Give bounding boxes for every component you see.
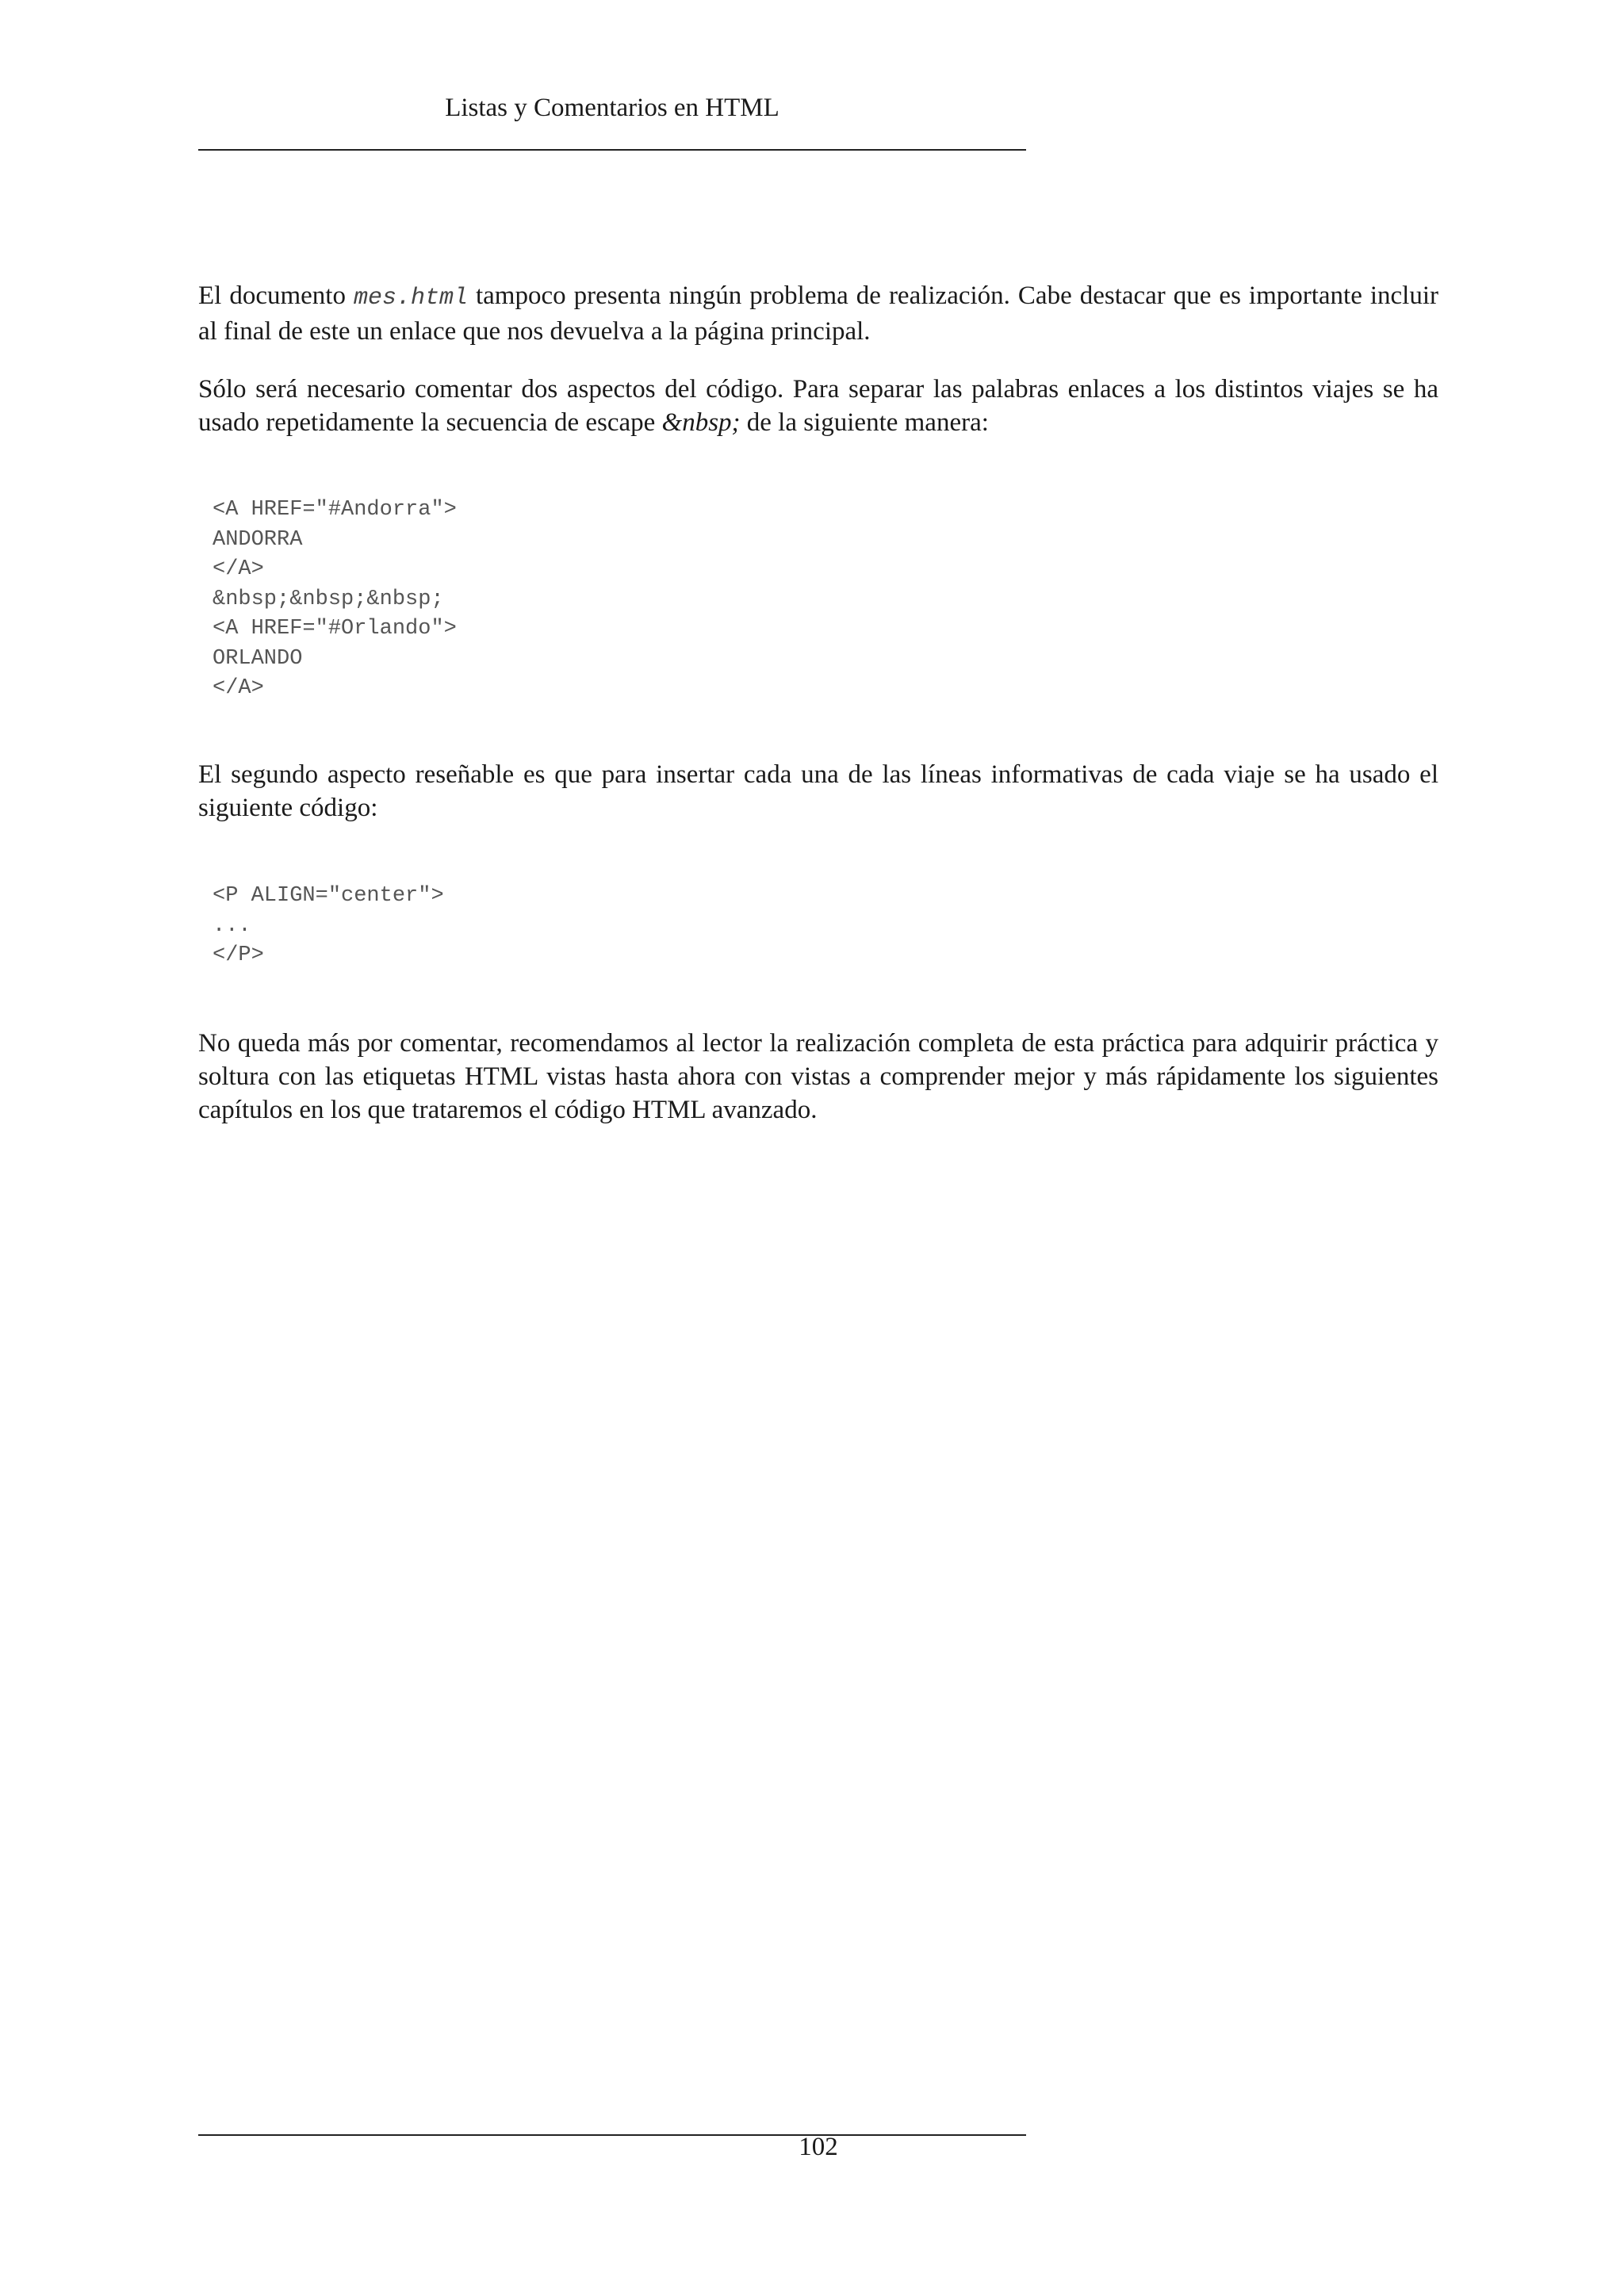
paragraph-mes-html [198, 279, 1438, 348]
paragraph-second-aspect: El segundo aspecto reseñable es que para insertar cada una de las líneas informativas de cada viaje se ha usado el siguiente código: [198, 760, 1438, 822]
page-number: 102 [799, 2133, 838, 2161]
paragraph-text: El documento [198, 281, 354, 310]
paragraph-escape-sequence [198, 373, 1438, 439]
italic-entity: &nbsp; [661, 408, 741, 437]
header-rule [198, 149, 1026, 151]
code-block-anchors: <A HREF="#Andorra"> ANDORRA </A> &nbsp;&nbsp;&nbsp; <A HREF="#Orlando"> ORLANDO </A> [213, 498, 457, 700]
inline-code-filename: mes.html [353, 285, 468, 312]
paragraph-text: de la siguiente manera: [740, 408, 989, 437]
paragraph-text: Sólo será necesario comentar dos aspectos del código. Para separar las palabras enlaces a los distintos viajes se ha usado repetidamente la secuencia de escape [198, 375, 1438, 437]
code-block-paragraph: <P ALIGN="center"> ... </P> [213, 884, 444, 967]
running-header: Listas y Comentarios en HTML [445, 94, 779, 122]
paragraph-text: tampoco presenta ningún problema de realización. Cabe destacar que es importante incluir al final de este un enlace que nos devuelva a la página principal. [198, 281, 1438, 346]
paragraph-conclusion: No queda más por comentar, recomendamos al lector la realización completa de esta práctica para adquirir práctica y soltura con las etiquetas HTML vistas hasta ahora con vistas a comprender mejor y más rápidamente los siguientes capítulos en los que trataremos el código HTML avanzado. [198, 1029, 1438, 1124]
